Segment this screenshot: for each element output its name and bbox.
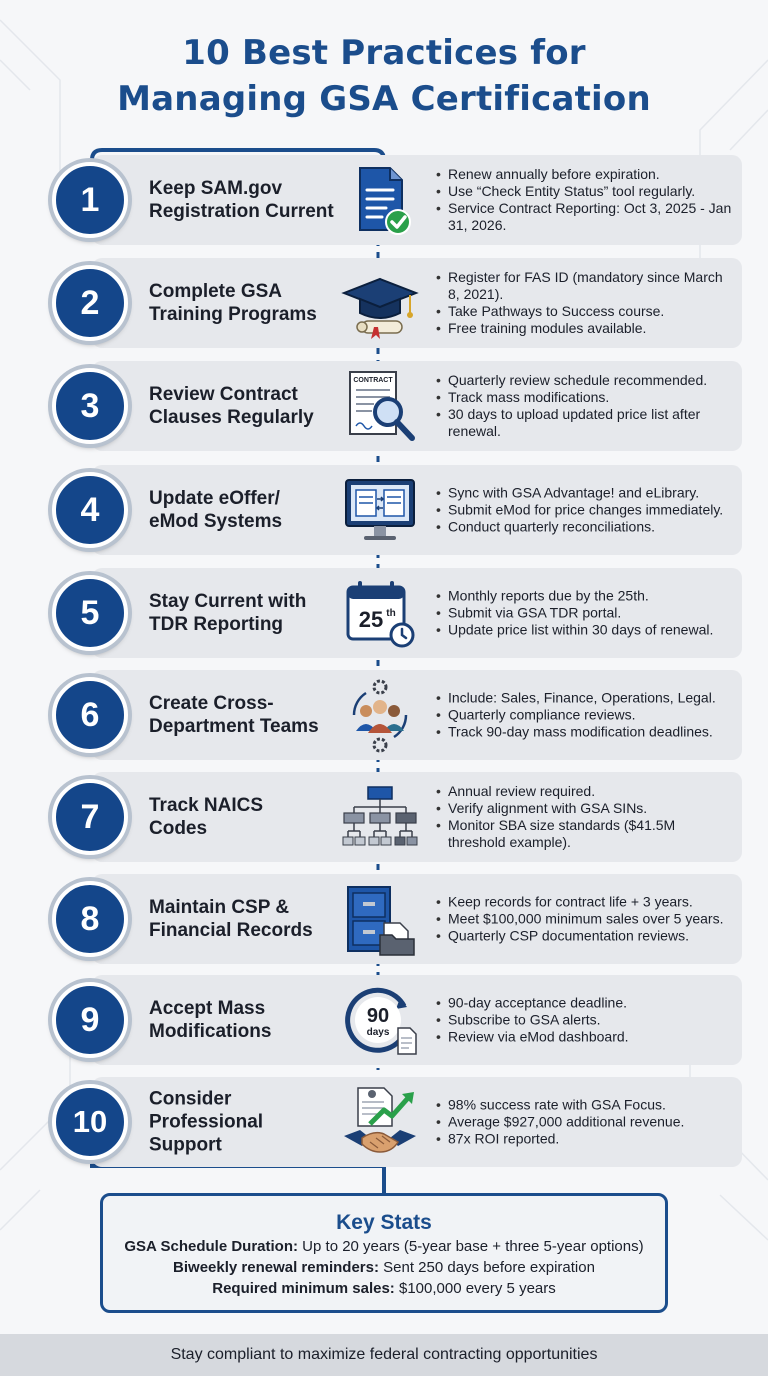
step-card-7 <box>92 772 742 862</box>
stat-value: Up to 20 years (5-year base + three 5-year options) <box>298 1238 644 1255</box>
timer-unit: days <box>366 1027 390 1038</box>
bullet-item: • Submit via GSA TDR portal. <box>436 605 736 622</box>
step-bullets <box>436 588 736 639</box>
step-card-5 <box>92 568 742 658</box>
bullet-item: • Subscribe to GSA alerts. <box>436 1012 736 1029</box>
bullet-item: • Renew annually before expiration. <box>436 166 736 183</box>
bullet-item: • Quarterly compliance reviews. <box>436 707 736 724</box>
step-bullets <box>436 372 736 440</box>
ninety-days-timer-icon <box>340 980 420 1060</box>
step-title: Create Cross- Department Teams <box>149 693 319 737</box>
bullet-item: • Use “Check Entity Status” tool regularly. <box>436 183 736 200</box>
bullet-item: • 30 days to upload updated price list after renewal. <box>436 406 736 440</box>
step-bullets <box>436 166 736 234</box>
bullet-item: • Track mass modifications. <box>436 389 736 406</box>
calendar-day-suffix: th <box>386 608 396 619</box>
step-number-badge-6: 6 <box>52 677 128 753</box>
step-title: Maintain CSP & Financial Records <box>149 897 313 941</box>
file-cabinet-icon <box>340 879 420 959</box>
key-stats-heading: Key Stats <box>336 1211 432 1234</box>
step-number-badge-5: 5 <box>52 575 128 651</box>
bullet-item: • Register for FAS ID (mandatory since March 8, 2021). <box>436 269 736 303</box>
bullet-item: • Update price list within 30 days of renewal. <box>436 622 736 639</box>
step-bullets <box>436 485 736 536</box>
step-number-badge-7: 7 <box>52 779 128 855</box>
bullet-item: • Keep records for contract life + 3 years. <box>436 894 736 911</box>
stat-label: Required minimum sales: <box>212 1280 395 1297</box>
step-card-3 <box>92 361 742 451</box>
calendar-clock-icon <box>340 573 420 653</box>
step-card-1 <box>92 155 742 245</box>
step-title: Keep SAM.gov Registration Current <box>149 178 334 222</box>
contract-label: CONTRACT <box>353 377 393 384</box>
step-card-6 <box>92 670 742 760</box>
hierarchy-chart-icon <box>340 777 420 857</box>
step-number-badge-10: 10 <box>52 1084 128 1160</box>
step-bullets <box>436 995 736 1046</box>
step-title: Track NAICS Codes <box>149 795 264 839</box>
step-title: Complete GSA Training Programs <box>149 281 317 325</box>
stat-label: Biweekly renewal reminders: <box>173 1259 379 1276</box>
stat-row <box>103 1278 665 1299</box>
stat-row <box>103 1257 665 1278</box>
step-card-4 <box>92 465 742 555</box>
step-number-badge-2: 2 <box>52 265 128 341</box>
step-bullets <box>436 1097 736 1148</box>
bullet-item: • Track 90-day mass modification deadlines. <box>436 724 736 741</box>
bullet-item: • Quarterly CSP documentation reviews. <box>436 928 736 945</box>
graduation-cap-icon <box>340 263 420 343</box>
bullet-item: • Verify alignment with GSA SINs. <box>436 800 736 817</box>
step-card-8 <box>92 874 742 964</box>
bullet-item: • 98% success rate with GSA Focus. <box>436 1097 736 1114</box>
bullet-item: • Include: Sales, Finance, Operations, Legal. <box>436 690 736 707</box>
step-title: Update eOffer/ eMod Systems <box>149 488 283 532</box>
bullet-item: • Service Contract Reporting: Oct 3, 2025 - Jan 31, 2026. <box>436 200 736 234</box>
bullet-item: • Take Pathways to Success course. <box>436 303 736 320</box>
step-number-badge-4: 4 <box>52 472 128 548</box>
bullet-item: • Free training modules available. <box>436 320 736 337</box>
bullet-item: • Monitor SBA size standards ($41.5M threshold example). <box>436 817 736 851</box>
title-line-1: 10 Best Practices for <box>182 33 586 73</box>
document-checkmark-icon <box>340 160 420 240</box>
step-title: Consider Professional Support <box>149 1088 264 1156</box>
bullet-item: • Average $927,000 additional revenue. <box>436 1114 736 1131</box>
step-bullets <box>436 894 736 945</box>
contract-magnifier-icon <box>340 366 420 446</box>
bullet-item: • Quarterly review schedule recommended. <box>436 372 736 389</box>
bullet-item: • 90-day acceptance deadline. <box>436 995 736 1012</box>
step-title: Stay Current with TDR Reporting <box>149 591 307 635</box>
stat-row <box>103 1236 665 1257</box>
bullet-item: • Sync with GSA Advantage! and eLibrary. <box>436 485 736 502</box>
page-title <box>0 30 768 122</box>
title-line-2: Managing GSA Certification <box>117 79 651 119</box>
step-number-badge-1: 1 <box>52 162 128 238</box>
bullet-item: • Submit eMod for price changes immediately. <box>436 502 736 519</box>
bullet-item: • Monthly reports due by the 25th. <box>436 588 736 605</box>
stat-label: GSA Schedule Duration: <box>124 1238 299 1255</box>
team-gears-icon <box>340 675 420 755</box>
stat-value: Sent 250 days before expiration <box>378 1259 595 1276</box>
step-number-badge-8: 8 <box>52 881 128 957</box>
bullet-item: • Review via eMod dashboard. <box>436 1029 736 1046</box>
monitor-sync-icon <box>340 470 420 550</box>
step-bullets <box>436 269 736 337</box>
bullet-item: • Meet $100,000 minimum sales over 5 years. <box>436 911 736 928</box>
step-number-badge-9: 9 <box>52 982 128 1058</box>
step-bullets <box>436 783 736 851</box>
timer-number: 90 <box>366 1005 390 1027</box>
step-bullets <box>436 690 736 741</box>
step-number-badge-3: 3 <box>52 368 128 444</box>
step-card-9 <box>92 975 742 1065</box>
key-stats-box <box>100 1193 668 1313</box>
bullet-item: • Conduct quarterly reconciliations. <box>436 519 736 536</box>
handshake-growth-icon <box>340 1082 420 1162</box>
stat-value: $100,000 every 5 years <box>394 1280 556 1297</box>
step-card-10 <box>92 1077 742 1167</box>
step-card-2 <box>92 258 742 348</box>
step-title: Review Contract Clauses Regularly <box>149 384 314 428</box>
footer-banner: Stay compliant to maximize federal contracting opportunities <box>0 1334 768 1376</box>
bullet-item: • 87x ROI reported. <box>436 1131 736 1148</box>
calendar-day: 25 <box>358 607 384 632</box>
step-title: Accept Mass Modifications <box>149 998 272 1042</box>
bullet-item: • Annual review required. <box>436 783 736 800</box>
